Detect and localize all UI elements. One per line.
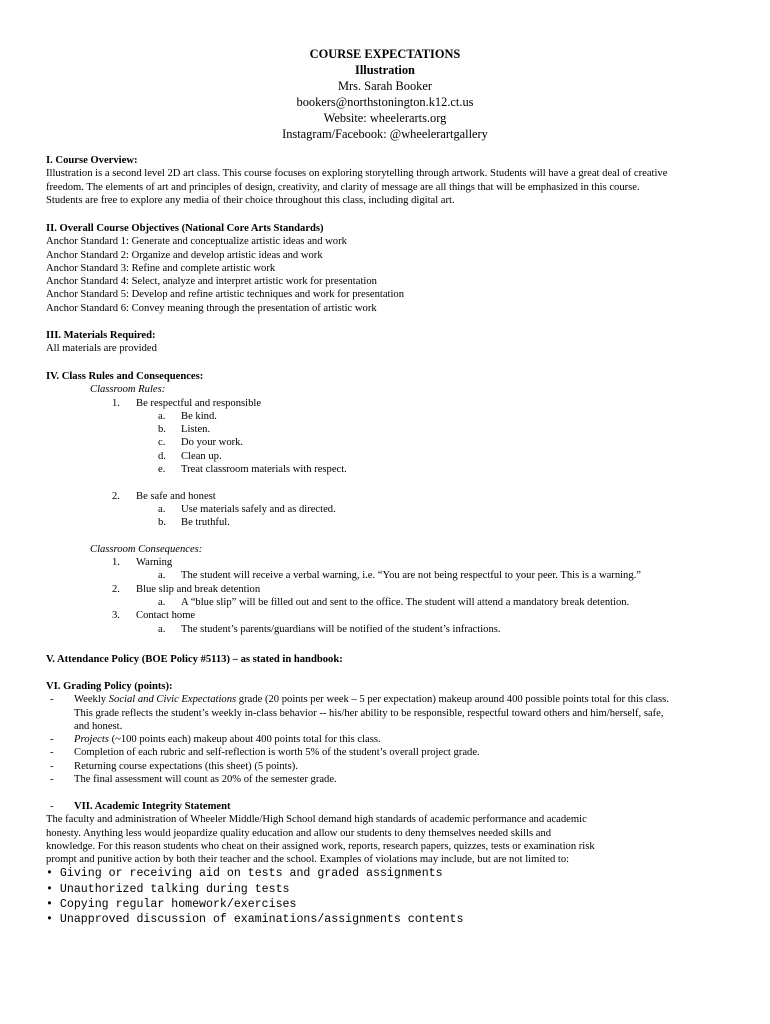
paragraph-line: knowledge. For this reason students who cheat on their assigned work, reports, research papers, quizzes, tests or examination risk (46, 840, 595, 852)
section-rules (46, 370, 726, 636)
section-heading: IV. Class Rules and Consequences: (46, 371, 204, 382)
teacher-name: Mrs. Sarah Booker (338, 79, 432, 93)
paragraph-line: honesty. Anything less would jeopardize quality education and allow our students to deny themselves needed skills and (46, 827, 552, 839)
section-grading (46, 680, 726, 786)
list-item: Anchor Standard 3: Refine and complete artistic work (46, 262, 276, 274)
consequence-item: 1. Warning (112, 557, 173, 569)
sub-item: b. Listen. (158, 424, 211, 436)
list-item-continuation: and honest. (74, 720, 123, 732)
list-item: - Projects (~100 points each) makeup about 400 points total for this class. (50, 734, 381, 746)
list-item: • Unapproved discussion of examinations/assignments contents (46, 913, 464, 927)
rule-item: 2. Be safe and honest (112, 490, 216, 502)
rules-label: Classroom Rules: (90, 384, 166, 396)
sub-item: a. A “blue slip” will be filled out and sent to the office. The student will attend a mandatory break detention. (158, 597, 630, 609)
section-integrity (46, 800, 726, 928)
sub-item: a. Use materials safely and as directed. (158, 503, 336, 515)
sub-item: a. The student’s parents/guardians will be notified of the student’s infractions. (158, 623, 501, 635)
list-item: Anchor Standard 5: Develop and refine artistic techniques and work for presentation (46, 289, 405, 301)
paragraph-line: All materials are provided (46, 343, 157, 355)
sub-item: e. Treat classroom materials with respect. (158, 464, 347, 476)
sub-item: b. Be truthful. (158, 517, 230, 529)
list-item: • Unauthorized talking during tests (46, 882, 290, 896)
section-heading: VI. Grading Policy (points): (46, 681, 173, 692)
paragraph-line: The faculty and administration of Wheeler Middle/High School demand high standards of academic performance and academic (46, 814, 587, 826)
sub-item: c. Do your work. (158, 437, 244, 449)
section-heading: V. Attendance Policy (BOE Policy #5113) – as stated in handbook: (46, 654, 343, 665)
section-objectives (46, 222, 726, 315)
list-item: Anchor Standard 4: Select, analyze and interpret artistic work for presentation (46, 276, 377, 288)
paragraph-line: Students are free to explore any media of their choice throughout this class, including digital art. (46, 194, 455, 206)
list-item: Anchor Standard 2: Organize and develop artistic ideas and work (46, 249, 323, 261)
rule-item: 1. Be respectful and responsible (112, 397, 262, 409)
list-item: Anchor Standard 6: Convey meaning through the presentation of artistic work (46, 302, 377, 314)
document-title: COURSE EXPECTATIONS (309, 47, 461, 61)
paragraph-line: freedom. The elements of art and principles of design, creativity, and clarity of message are all things that will be emphasized in this course. (46, 181, 640, 193)
teacher-email: bookers@northstonington.k12.ct.us (296, 95, 474, 109)
section-heading-row: - VII. Academic Integrity Statement (50, 801, 231, 812)
list-item: Anchor Standard 1: Generate and conceptualize artistic ideas and work (46, 236, 347, 248)
sub-item: d. Clean up. (158, 450, 222, 462)
consequence-item: 2. Blue slip and break detention (112, 583, 261, 595)
section-heading: II. Overall Course Objectives (National Core Arts Standards) (46, 223, 324, 234)
paragraph-line: prompt and punitive action by both their teacher and the school. Examples of violations may include, but are not limited to: (46, 854, 570, 866)
document-header (0, 46, 770, 142)
section-heading: I. Course Overview: (46, 155, 138, 166)
list-item: - Weekly Social and Civic Expectations grade (20 points per week – 5 per expectation) makeup around 400 possible points total for this class. (50, 694, 669, 706)
list-item: - Completion of each rubric and self-reflection is worth 5% of the student’s overall project grade. (50, 747, 480, 759)
section-attendance (46, 653, 726, 666)
section-materials (46, 329, 726, 356)
consequences-label: Classroom Consequences: (90, 543, 203, 555)
list-item: • Copying regular homework/exercises (46, 898, 297, 912)
sub-item: a. The student will receive a verbal warning, i.e. “You are not being respectful to your peer. This is a warning.” (158, 570, 642, 582)
section-overview (46, 154, 726, 207)
list-item-continuation: This grade reflects the student’s weekly in-class behavior -- his/her ability to be responsible, respectful toward others and him/herself, safe, (74, 707, 664, 719)
course-name: Illustration (355, 63, 415, 77)
list-item: • Giving or receiving aid on tests and graded assignments (46, 867, 443, 881)
list-item: - The final assessment will count as 20% of the semester grade. (50, 774, 337, 786)
list-item: - Returning course expectations (this sheet) (5 points). (50, 760, 298, 772)
paragraph-line: Illustration is a second level 2D art class. This course focuses on exploring storytelling through artwork. Students will have a great deal of creative (46, 168, 668, 180)
consequence-item: 3. Contact home (112, 610, 196, 622)
violation-list (46, 866, 726, 927)
social-media: Instagram/Facebook: @wheelerartgallery (282, 127, 488, 141)
website: Website: wheelerarts.org (323, 111, 447, 125)
section-heading: III. Materials Required: (46, 330, 156, 341)
sub-item: a. Be kind. (158, 410, 217, 422)
